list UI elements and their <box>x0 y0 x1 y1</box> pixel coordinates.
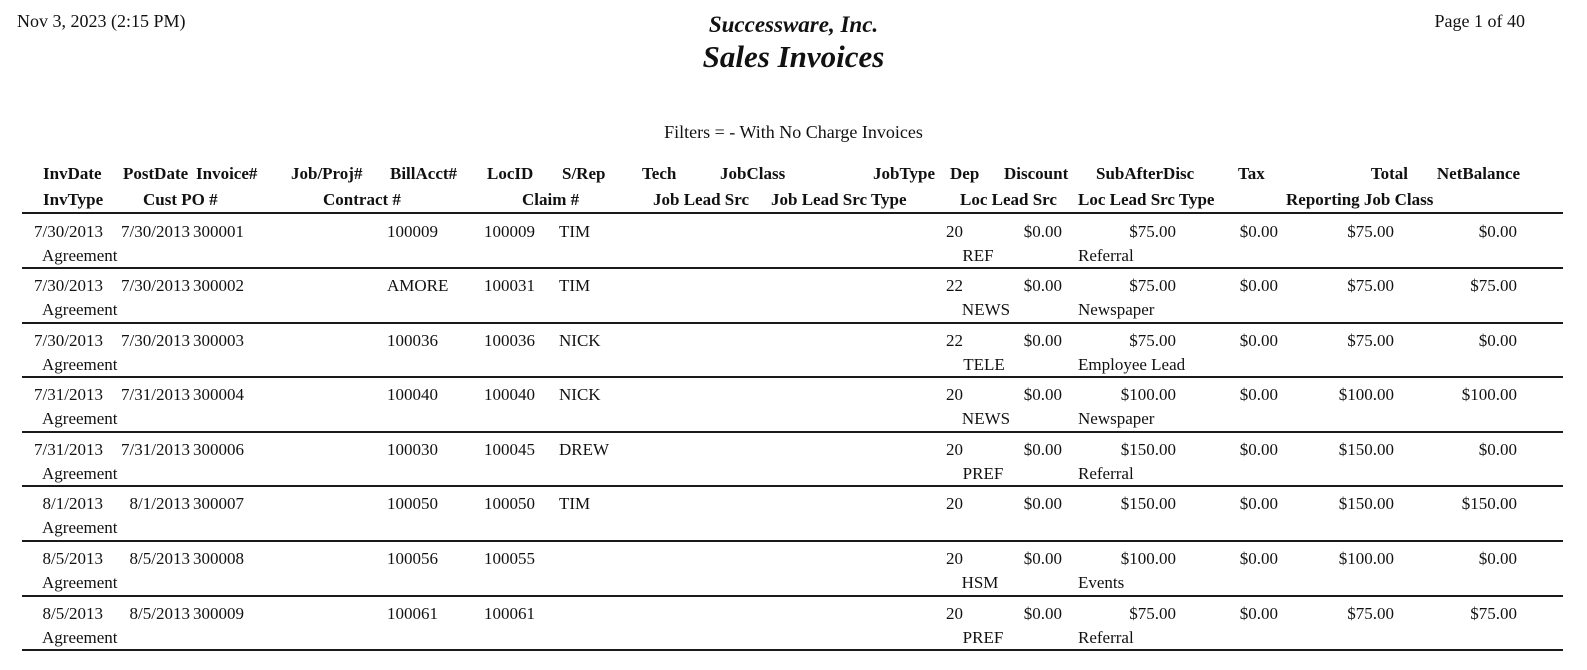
table-row <box>0 486 1587 540</box>
cell-inv-type: Agreement <box>42 355 118 374</box>
cell-total: $100.00 <box>1338 549 1394 568</box>
cell-tax: $0.00 <box>1239 331 1278 350</box>
cell-loc-id: 100040 <box>484 385 535 404</box>
cell-post-date: 7/31/2013 <box>121 385 190 404</box>
cell-post-date: 8/5/2013 <box>129 604 190 623</box>
cell-post-date: 7/30/2013 <box>121 331 190 350</box>
cell-total: $100.00 <box>1338 385 1394 404</box>
cell-sub-after-disc: $100.00 <box>1120 385 1176 404</box>
col-inv-date: InvDate <box>43 164 102 183</box>
col-tax: Tax <box>1238 164 1265 183</box>
cell-tax: $0.00 <box>1239 604 1278 623</box>
cell-invoice: 300009 <box>193 604 244 623</box>
cell-inv-type: Agreement <box>42 518 118 537</box>
cell-post-date: 7/31/2013 <box>121 440 190 459</box>
cell-sub-after-disc: $75.00 <box>1129 222 1176 241</box>
cell-inv-date: 7/30/2013 <box>34 331 103 350</box>
cell-loc-lead-src-type: Referral <box>1078 464 1134 483</box>
col-total: Total <box>1370 164 1408 183</box>
cell-dep: 22 <box>946 276 963 295</box>
cell-bill-acct: 100036 <box>387 331 438 350</box>
cell-s-rep: DREW <box>559 440 610 459</box>
cell-loc-lead-src-type: Newspaper <box>1078 300 1155 319</box>
cell-bill-acct: 100040 <box>387 385 438 404</box>
cell-tax: $0.00 <box>1239 440 1278 459</box>
cell-total: $75.00 <box>1347 331 1394 350</box>
cell-inv-date: 8/5/2013 <box>42 604 103 623</box>
cell-dep: 20 <box>946 549 963 568</box>
cell-loc-lead-src: REF <box>962 246 994 265</box>
cell-net-balance: $0.00 <box>1478 222 1517 241</box>
cell-loc-lead-src-type: Referral <box>1078 628 1134 647</box>
cell-loc-id: 100055 <box>484 549 535 568</box>
cell-inv-date: 7/31/2013 <box>34 385 103 404</box>
col-reporting-job-class: Reporting Job Class <box>1286 190 1434 209</box>
cell-dep: 20 <box>946 440 963 459</box>
cell-dep: 22 <box>946 331 963 350</box>
cell-sub-after-disc: $150.00 <box>1120 440 1176 459</box>
cell-discount: $0.00 <box>1023 385 1062 404</box>
report-run-date: Nov 3, 2023 (2:15 PM) <box>17 11 186 31</box>
cell-discount: $0.00 <box>1023 549 1062 568</box>
cell-bill-acct: 100061 <box>387 604 438 623</box>
cell-s-rep: TIM <box>559 222 591 241</box>
table-row <box>0 377 1587 431</box>
cell-inv-date: 7/31/2013 <box>34 440 103 459</box>
col-job-proj: Job/Proj# <box>291 164 363 183</box>
col-s-rep: S/Rep <box>562 164 606 183</box>
cell-net-balance: $0.00 <box>1478 549 1517 568</box>
cell-s-rep: TIM <box>559 276 591 295</box>
cell-total: $150.00 <box>1338 494 1394 513</box>
cell-sub-after-disc: $75.00 <box>1129 331 1176 350</box>
cell-inv-type: Agreement <box>42 246 118 265</box>
cell-s-rep: TIM <box>559 494 591 513</box>
col-job-lead-src: Job Lead Src <box>653 190 750 209</box>
cell-dep: 20 <box>946 494 963 513</box>
cell-invoice: 300002 <box>193 276 244 295</box>
cell-tax: $0.00 <box>1239 276 1278 295</box>
company-name: Successware, Inc. <box>708 12 879 37</box>
cell-invoice: 300008 <box>193 549 244 568</box>
cell-invoice: 300007 <box>193 494 244 513</box>
col-contract: Contract # <box>323 190 401 209</box>
cell-loc-id: 100031 <box>484 276 535 295</box>
cell-bill-acct: AMORE <box>387 276 449 295</box>
cell-bill-acct: 100056 <box>387 549 438 568</box>
col-claim: Claim # <box>522 190 580 209</box>
cell-sub-after-disc: $150.00 <box>1120 494 1176 513</box>
cell-s-rep: NICK <box>559 385 601 404</box>
cell-bill-acct: 100009 <box>387 222 438 241</box>
cell-inv-type: Agreement <box>42 464 118 483</box>
cell-total: $75.00 <box>1347 276 1394 295</box>
col-invoice: Invoice# <box>196 164 258 183</box>
cell-inv-type: Agreement <box>42 409 118 428</box>
report-filters: Filters = - With No Charge Invoices <box>664 122 923 142</box>
col-bill-acct: BillAcct# <box>390 164 458 183</box>
cell-discount: $0.00 <box>1023 331 1062 350</box>
col-sub-after-disc: SubAfterDisc <box>1096 164 1195 183</box>
table-row <box>0 432 1587 486</box>
cell-post-date: 8/1/2013 <box>129 494 190 513</box>
cell-tax: $0.00 <box>1239 494 1278 513</box>
col-loc-lead-src: Loc Lead Src <box>960 190 1057 209</box>
col-job-type: JobType <box>873 164 936 183</box>
col-loc-lead-src-type: Loc Lead Src Type <box>1078 190 1215 209</box>
cell-tax: $0.00 <box>1239 385 1278 404</box>
col-job-lead-src-type: Job Lead Src Type <box>771 190 907 209</box>
report-title: Sales Invoices <box>702 39 885 74</box>
cell-loc-id: 100061 <box>484 604 535 623</box>
cell-invoice: 300006 <box>193 440 244 459</box>
col-discount: Discount <box>1004 164 1069 183</box>
cell-loc-lead-src-type: Employee Lead <box>1078 355 1186 374</box>
cell-loc-id: 100050 <box>484 494 535 513</box>
cell-loc-lead-src: NEWS <box>961 409 1011 428</box>
cell-dep: 20 <box>946 604 963 623</box>
cell-loc-lead-src: PREF <box>962 464 1004 483</box>
cell-bill-acct: 100050 <box>387 494 438 513</box>
table-row <box>0 541 1587 595</box>
table-row <box>0 268 1587 322</box>
cell-invoice: 300003 <box>193 331 244 350</box>
col-inv-type: InvType <box>43 190 104 209</box>
cell-inv-type: Agreement <box>42 628 118 647</box>
cell-discount: $0.00 <box>1023 494 1062 513</box>
cell-loc-lead-src-type: Referral <box>1078 246 1134 265</box>
col-post-date: PostDate <box>123 164 189 183</box>
cell-discount: $0.00 <box>1023 604 1062 623</box>
cell-post-date: 7/30/2013 <box>121 222 190 241</box>
cell-sub-after-disc: $100.00 <box>1120 549 1176 568</box>
col-dep: Dep <box>950 164 980 183</box>
cell-bill-acct: 100030 <box>387 440 438 459</box>
cell-net-balance: $75.00 <box>1470 604 1517 623</box>
cell-loc-id: 100036 <box>484 331 535 350</box>
col-loc-id: LocID <box>487 164 534 183</box>
cell-inv-date: 7/30/2013 <box>34 222 103 241</box>
col-job-class: JobClass <box>720 164 786 183</box>
cell-invoice: 300001 <box>193 222 244 241</box>
cell-loc-lead-src-type: Newspaper <box>1078 409 1155 428</box>
cell-inv-date: 7/30/2013 <box>34 276 103 295</box>
cell-invoice: 300004 <box>193 385 244 404</box>
col-cust-po: Cust PO # <box>143 190 218 209</box>
cell-sub-after-disc: $75.00 <box>1129 276 1176 295</box>
cell-loc-lead-src-type: Events <box>1078 573 1125 592</box>
cell-loc-id: 100009 <box>484 222 535 241</box>
cell-discount: $0.00 <box>1023 222 1062 241</box>
cell-net-balance: $75.00 <box>1470 276 1517 295</box>
cell-loc-lead-src: TELE <box>963 355 1005 374</box>
cell-net-balance: $150.00 <box>1461 494 1517 513</box>
table-row <box>0 214 1587 268</box>
cell-inv-type: Agreement <box>42 573 118 592</box>
cell-tax: $0.00 <box>1239 222 1278 241</box>
cell-total: $75.00 <box>1347 604 1394 623</box>
cell-loc-id: 100045 <box>484 440 535 459</box>
cell-inv-type: Agreement <box>42 300 118 319</box>
cell-inv-date: 8/5/2013 <box>42 549 103 568</box>
cell-total: $75.00 <box>1347 222 1394 241</box>
cell-dep: 20 <box>946 385 963 404</box>
cell-loc-lead-src: HSM <box>961 573 999 592</box>
cell-s-rep: NICK <box>559 331 601 350</box>
cell-total: $150.00 <box>1338 440 1394 459</box>
table-row <box>0 596 1587 650</box>
cell-net-balance: $0.00 <box>1478 440 1517 459</box>
col-net-balance: NetBalance <box>1436 164 1520 183</box>
cell-sub-after-disc: $75.00 <box>1129 604 1176 623</box>
cell-loc-lead-src: PREF <box>962 628 1004 647</box>
cell-discount: $0.00 <box>1023 440 1062 459</box>
cell-post-date: 8/5/2013 <box>129 549 190 568</box>
cell-net-balance: $0.00 <box>1478 331 1517 350</box>
table-row <box>0 323 1587 377</box>
cell-discount: $0.00 <box>1023 276 1062 295</box>
cell-loc-lead-src: NEWS <box>961 300 1011 319</box>
cell-tax: $0.00 <box>1239 549 1278 568</box>
cell-post-date: 7/30/2013 <box>121 276 190 295</box>
row-divider <box>22 649 1563 651</box>
page-indicator: Page 1 of 40 <box>1434 11 1525 31</box>
cell-net-balance: $100.00 <box>1461 385 1517 404</box>
cell-dep: 20 <box>946 222 963 241</box>
col-tech: Tech <box>642 164 677 183</box>
cell-inv-date: 8/1/2013 <box>42 494 103 513</box>
